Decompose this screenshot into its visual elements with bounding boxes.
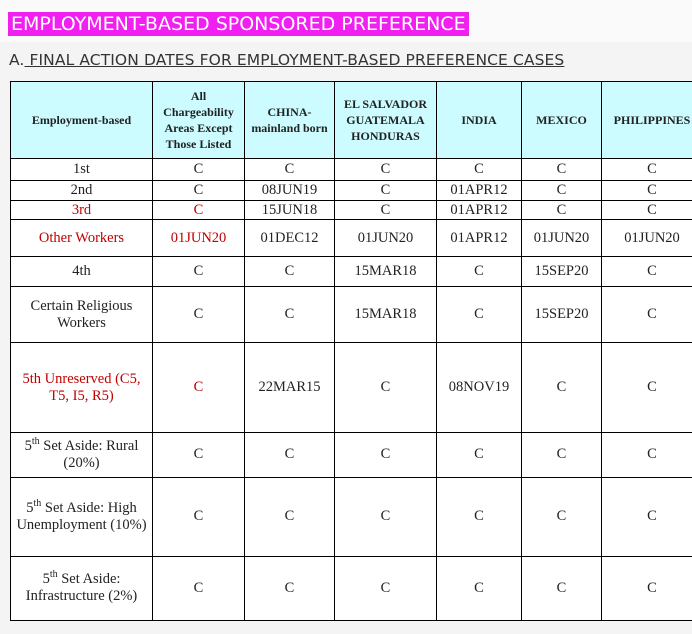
table-header-row [11, 82, 692, 159]
category-ordinal-suffix: th [31, 435, 40, 447]
table-cell: C [522, 201, 602, 220]
table-cell: C [437, 477, 522, 556]
header-china: CHINA-mainland born [245, 82, 335, 159]
table-cell: C [602, 343, 692, 432]
row-category: 3rd [11, 201, 153, 220]
category-number: 5 [26, 499, 34, 516]
table-cell: 01JUN20 [522, 220, 602, 257]
table-cell: C [437, 159, 522, 181]
table-cell: C [437, 287, 522, 343]
table-cell: C [437, 432, 522, 477]
table-cell: C [437, 257, 522, 287]
row-category: 1st [11, 159, 153, 181]
table-cell: 22MAR15 [245, 343, 335, 432]
table-cell: C [602, 159, 692, 181]
table-cell: C [335, 432, 437, 477]
table-cell: 15MAR18 [335, 257, 437, 287]
table-cell: C [602, 432, 692, 477]
row-category: Certain Religious Workers [11, 287, 153, 343]
table-cell: C [522, 477, 602, 556]
table-row [11, 343, 692, 432]
category-label: Set Aside: High Unemployment (10%) [16, 499, 147, 533]
table-cell: C [602, 287, 692, 343]
final-action-dates-table [10, 81, 692, 621]
table-cell: 01JUN20 [153, 220, 245, 257]
table-row [11, 181, 692, 201]
table-cell: 15SEP20 [522, 287, 602, 343]
table-cell: C [522, 556, 602, 620]
table-cell: 08NOV19 [437, 343, 522, 432]
table-cell: C [153, 343, 245, 432]
header-all-chargeability: All Chargeability Areas Except Those Listed [153, 82, 245, 159]
table-cell: C [153, 159, 245, 181]
table-cell: C [602, 556, 692, 620]
table-cell: 08JUN19 [245, 181, 335, 201]
table-subtitle [9, 51, 564, 69]
category-label: Set Aside: Infrastructure (2%) [25, 571, 138, 605]
table-cell: C [245, 556, 335, 620]
table-row [11, 477, 692, 556]
header-philippines: PHILIPPINES [602, 82, 692, 159]
table-cell: C [335, 477, 437, 556]
table-cell: C [153, 556, 245, 620]
table-cell: C [245, 159, 335, 181]
category-number: 5 [24, 437, 32, 454]
table-cell: C [245, 477, 335, 556]
table-cell: C [153, 181, 245, 201]
table-cell: C [522, 181, 602, 201]
table-cell: C [522, 343, 602, 432]
table-row [11, 201, 692, 220]
row-category: 4th [11, 257, 153, 287]
table-cell: C [153, 432, 245, 477]
table-row [11, 257, 692, 287]
subtitle-prefix: A. [9, 51, 25, 69]
table-cell: C [153, 201, 245, 220]
table-row [11, 220, 692, 257]
table-cell: C [335, 159, 437, 181]
table-cell: 15JUN18 [245, 201, 335, 220]
table-cell: 01APR12 [437, 181, 522, 201]
subtitle-text: FINAL ACTION DATES FOR EMPLOYMENT-BASED PREFERENCE CASES [24, 51, 565, 69]
table-cell: 01APR12 [437, 201, 522, 220]
table-cell: 01JUN20 [335, 220, 437, 257]
table-cell: C [153, 287, 245, 343]
table-cell: C [153, 257, 245, 287]
section-banner: EMPLOYMENT-BASED SPONSORED PREFERENCE [8, 12, 469, 36]
row-category: Other Workers [11, 220, 153, 257]
table-cell: C [437, 556, 522, 620]
table-cell: C [522, 432, 602, 477]
table-cell: C [245, 432, 335, 477]
category-label: Set Aside: Rural (20%) [39, 437, 139, 471]
table-cell: 15SEP20 [522, 257, 602, 287]
table-cell: C [602, 201, 692, 220]
header-employment-based: Employment-based [11, 82, 153, 159]
table-cell: C [245, 287, 335, 343]
row-category [11, 556, 153, 620]
row-category [11, 477, 153, 556]
header-el-salvador: EL SALVADOR GUATEMALA HONDURAS [335, 82, 437, 159]
category-ordinal-suffix: th [49, 569, 58, 581]
row-category [11, 432, 153, 477]
table-cell: C [245, 257, 335, 287]
header-india: INDIA [437, 82, 522, 159]
table-cell: 15MAR18 [335, 287, 437, 343]
table-row [11, 159, 692, 181]
category-ordinal-suffix: th [33, 497, 42, 509]
table-cell: C [602, 257, 692, 287]
table-cell: C [602, 477, 692, 556]
table-cell: 01DEC12 [245, 220, 335, 257]
table-cell: C [335, 201, 437, 220]
row-category: 2nd [11, 181, 153, 201]
header-mexico: MEXICO [522, 82, 602, 159]
table-cell: 01JUN20 [602, 220, 692, 257]
table-cell: C [335, 556, 437, 620]
table-cell: C [602, 181, 692, 201]
table-cell: 01APR12 [437, 220, 522, 257]
table-cell: C [335, 181, 437, 201]
table-row [11, 432, 692, 477]
table-cell: C [153, 477, 245, 556]
table-row [11, 287, 692, 343]
table-cell: C [522, 159, 602, 181]
category-number: 5 [42, 571, 50, 588]
row-category: 5th Unreserved (C5, T5, I5, R5) [11, 343, 153, 432]
table-cell: C [335, 343, 437, 432]
table-row [11, 556, 692, 620]
